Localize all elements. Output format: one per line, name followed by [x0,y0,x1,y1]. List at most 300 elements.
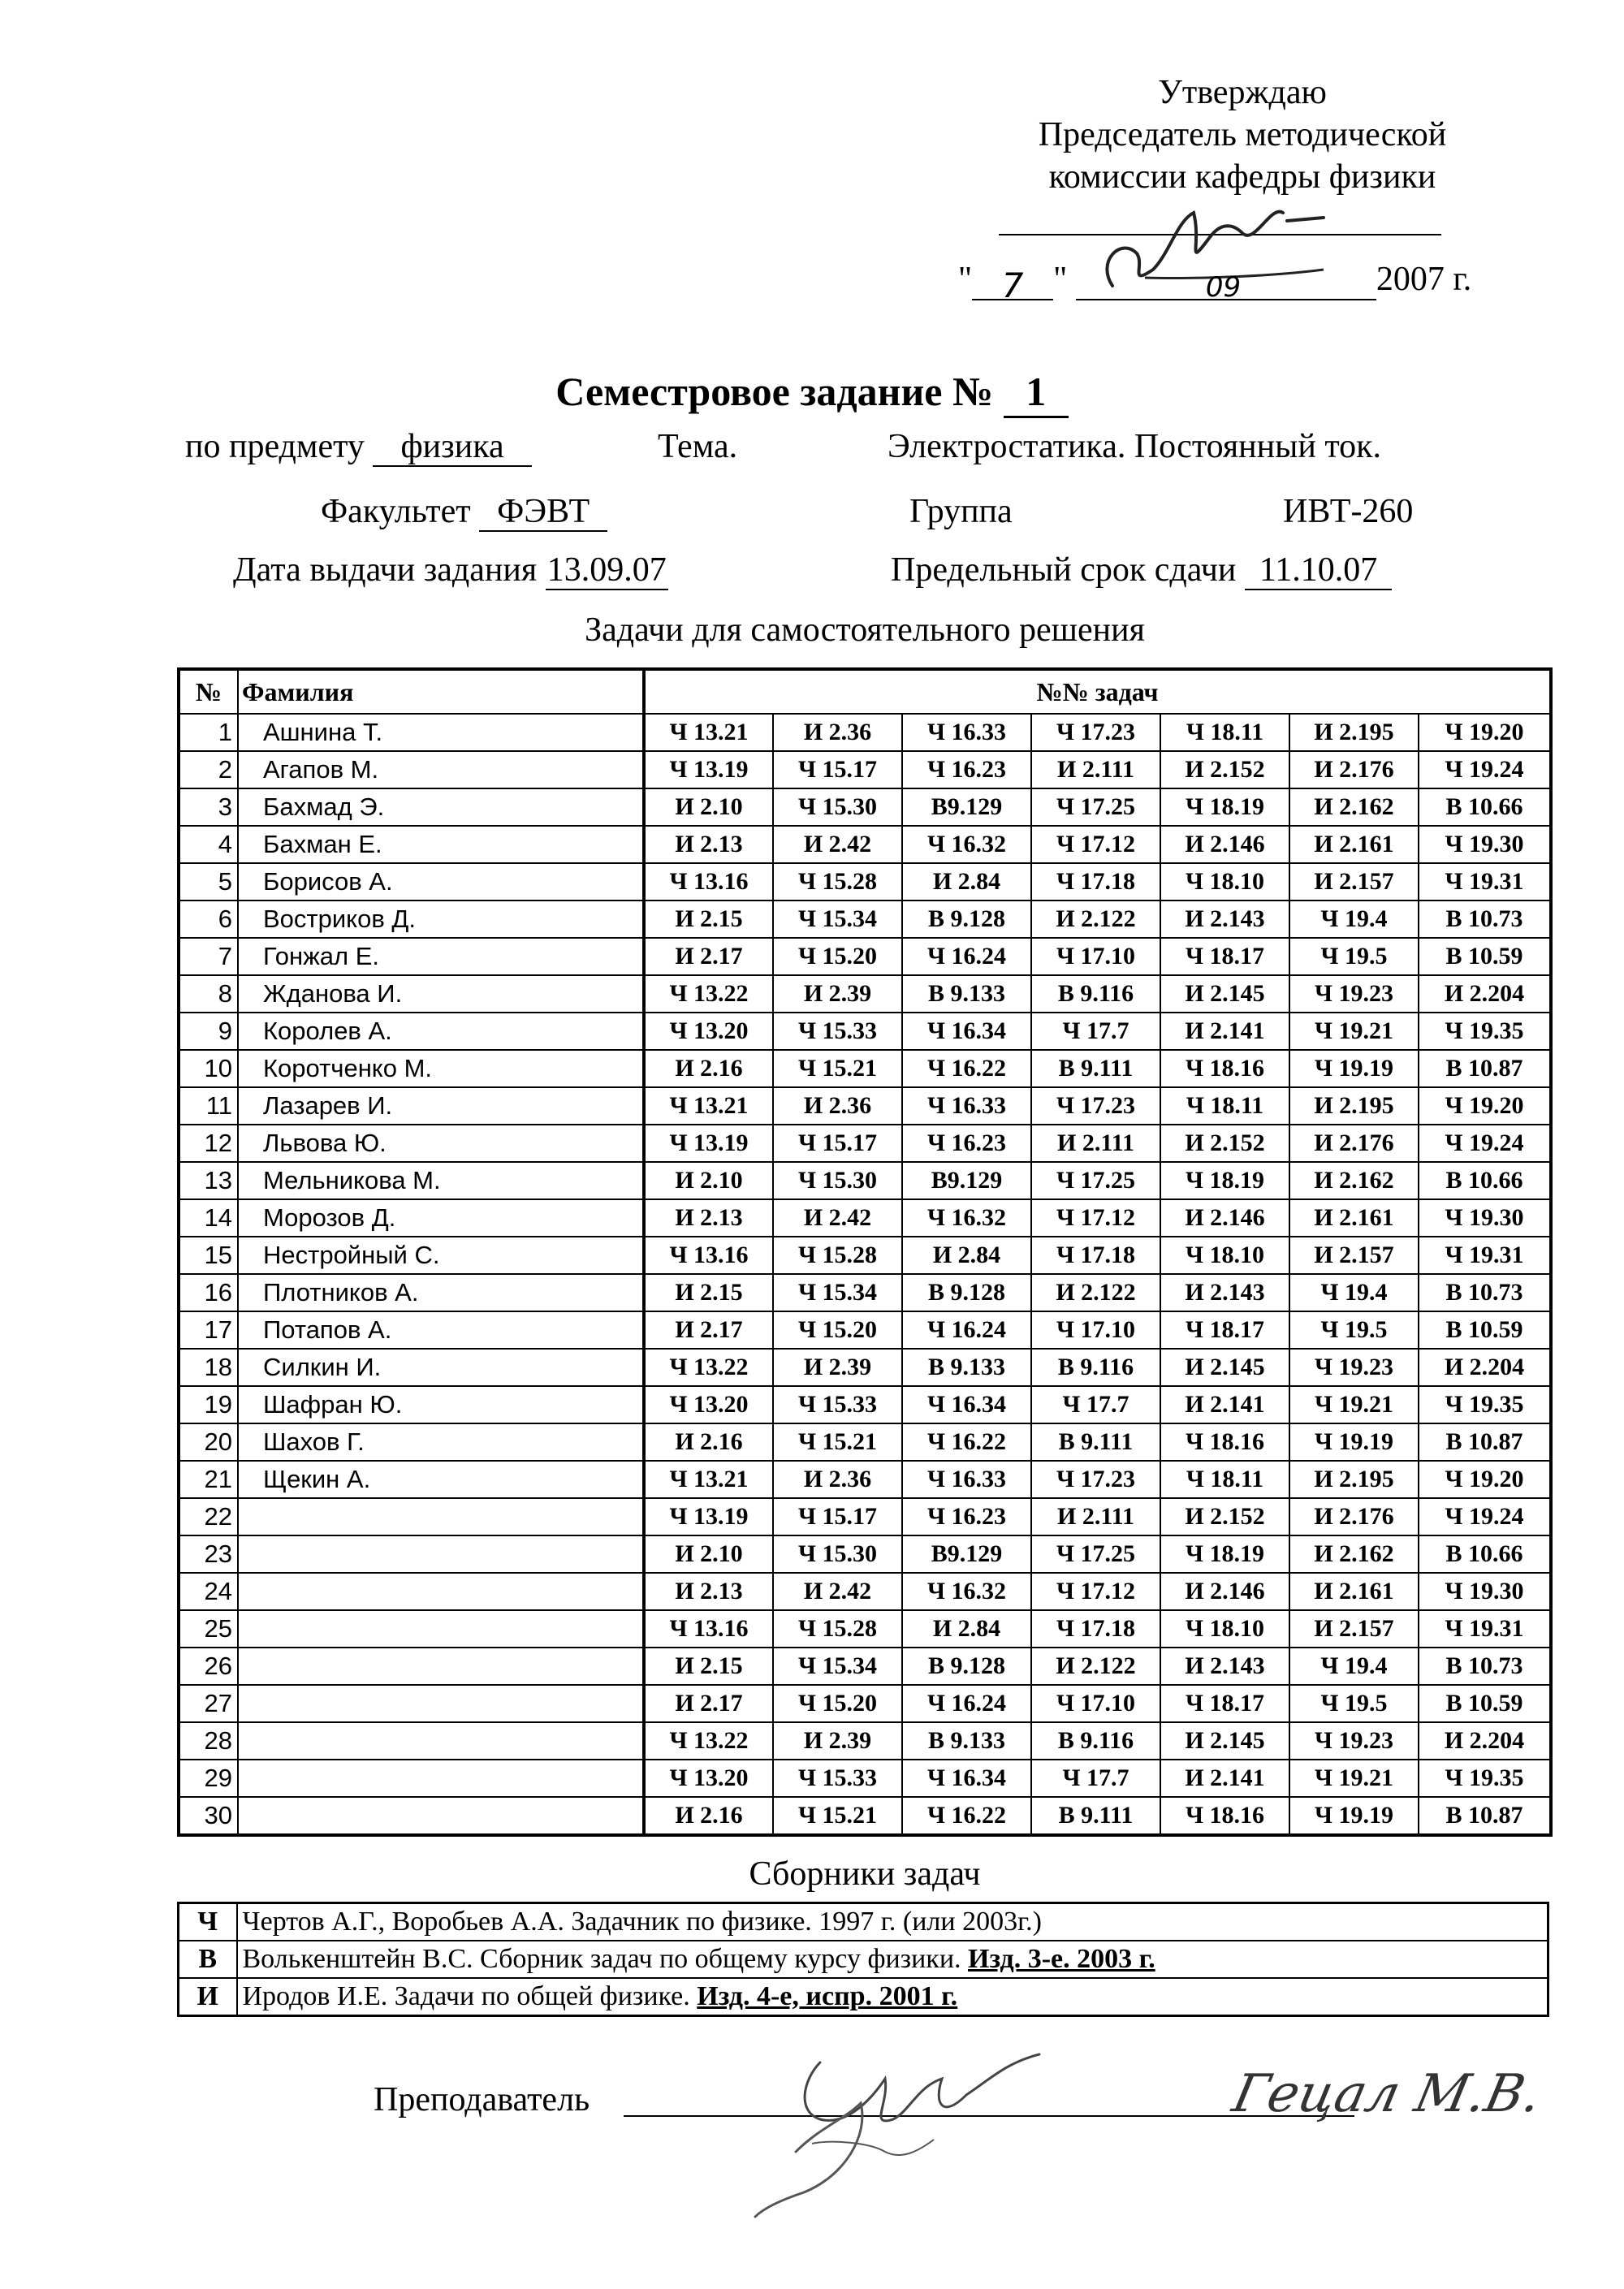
student-name [238,1573,644,1610]
task-cell: Ч 19.24 [1419,751,1551,788]
table-row [179,863,1551,900]
task-cell: И 2.16 [644,1797,773,1835]
task-cell: И 2.111 [1031,1498,1160,1535]
task-cell: И 2.39 [773,975,902,1013]
task-cell: Ч 16.23 [902,1498,1031,1535]
task-cell: Ч 17.25 [1031,788,1160,826]
teacher-label: Преподаватель [374,2081,590,2118]
book-text: Волькенштейн В.С. Сборник задач по общему курсу физики. [242,1944,969,1974]
task-cell: В 9.111 [1031,1797,1160,1835]
task-cell: И 2.36 [773,714,902,751]
header-num: № [179,669,238,714]
student-name [238,1498,644,1535]
task-cell: Ч 16.23 [902,751,1031,788]
task-cell: И 2.10 [644,1162,773,1199]
student-name: Плотников А. [238,1274,644,1311]
page-title [0,367,1624,418]
student-name: Мельникова М. [238,1162,644,1199]
header-tasks: №№ задач [644,669,1551,714]
task-cell: Ч 17.23 [1031,1087,1160,1125]
table-row [179,1199,1551,1237]
task-cell: В 9.133 [902,975,1031,1013]
table-row [179,1386,1551,1423]
table-row [179,938,1551,975]
task-cell: В 10.59 [1419,938,1551,975]
table-row [179,1722,1551,1760]
task-cell: Ч 19.30 [1419,826,1551,863]
task-cell: Ч 15.21 [773,1050,902,1087]
task-cell: Ч 17.7 [1031,1013,1160,1050]
quote-close: " [1053,261,1068,298]
task-cell: И 2.143 [1160,1274,1289,1311]
table-row [179,714,1551,751]
issue-date-label: Дата выдачи задания [233,551,538,589]
row-number: 14 [179,1199,238,1237]
task-cell: Ч 15.17 [773,1498,902,1535]
task-cell: Ч 18.17 [1160,1311,1289,1349]
task-cell: И 2.195 [1289,1087,1419,1125]
student-name [238,1797,644,1835]
table-row [179,1610,1551,1648]
task-cell: Ч 13.22 [644,1349,773,1386]
student-name: Морозов Д. [238,1199,644,1237]
task-cell: И 2.141 [1160,1760,1289,1797]
table-row [179,1349,1551,1386]
task-cell: В 9.128 [902,900,1031,938]
student-name: Востриков Д. [238,900,644,938]
row-number: 17 [179,1311,238,1349]
student-name: Ашнина Т. [238,714,644,751]
task-cell: Ч 15.20 [773,1685,902,1722]
task-cell: Ч 18.16 [1160,1797,1289,1835]
task-cell: Ч 13.22 [644,975,773,1013]
task-cell: Ч 15.33 [773,1013,902,1050]
task-cell: Ч 16.24 [902,1685,1031,1722]
row-number: 21 [179,1461,238,1498]
task-cell: Ч 19.20 [1419,714,1551,751]
task-cell: Ч 16.32 [902,1573,1031,1610]
task-cell: Ч 15.28 [773,1237,902,1274]
row-number: 15 [179,1237,238,1274]
row-number: 23 [179,1535,238,1573]
task-cell: В 10.59 [1419,1311,1551,1349]
task-cell: И 2.162 [1289,788,1419,826]
task-cell: И 2.152 [1160,751,1289,788]
task-cell: В 9.128 [902,1648,1031,1685]
row-number: 29 [179,1760,238,1797]
task-cell: В 9.133 [902,1722,1031,1760]
task-cell: Ч 16.34 [902,1386,1031,1423]
task-cell: Ч 17.10 [1031,1685,1160,1722]
row-number: 30 [179,1797,238,1835]
tasks-heading: Задачи для самостоятельного решения [585,611,1145,649]
row-number: 26 [179,1648,238,1685]
row-number: 20 [179,1423,238,1461]
task-cell: Ч 13.21 [644,714,773,751]
task-cell: Ч 16.34 [902,1760,1031,1797]
task-cell: Ч 19.4 [1289,900,1419,938]
task-cell: Ч 19.20 [1419,1461,1551,1498]
task-cell: И 2.146 [1160,1573,1289,1610]
table-row [179,1087,1551,1125]
task-cell: Ч 15.20 [773,1311,902,1349]
task-cell: В 10.59 [1419,1685,1551,1722]
task-cell: Ч 19.24 [1419,1125,1551,1162]
student-name: Агапов М. [238,751,644,788]
row-number: 1 [179,714,238,751]
row-number: 8 [179,975,238,1013]
task-cell: Ч 18.16 [1160,1050,1289,1087]
table-row [179,1535,1551,1573]
task-cell: В 10.73 [1419,1274,1551,1311]
task-cell: Ч 15.30 [773,1535,902,1573]
task-cell: Ч 13.21 [644,1087,773,1125]
task-cell: Ч 16.33 [902,1461,1031,1498]
approval-line-2: Председатель методической [1038,116,1447,153]
table-row [179,1797,1551,1835]
task-cell: Ч 18.11 [1160,714,1289,751]
task-cell: Ч 18.19 [1160,1162,1289,1199]
group-value: ИВТ-260 [1283,493,1414,530]
task-cell: Ч 18.19 [1160,788,1289,826]
task-cell: И 2.13 [644,826,773,863]
task-cell: И 2.162 [1289,1535,1419,1573]
student-name: Жданова И. [238,975,644,1013]
task-cell: И 2.15 [644,1274,773,1311]
svg-text:Гецал М.В.: Гецал М.В. [1227,2063,1547,2124]
task-cell: И 2.111 [1031,1125,1160,1162]
task-cell: Ч 15.34 [773,900,902,938]
task-cell: И 2.176 [1289,1498,1419,1535]
task-cell: Ч 19.31 [1419,1610,1551,1648]
task-cell: И 2.10 [644,1535,773,1573]
task-cell: И 2.176 [1289,751,1419,788]
task-cell: Ч 16.24 [902,938,1031,975]
topic-label: Тема. [658,428,738,465]
task-cell: Ч 16.22 [902,1050,1031,1087]
task-cell: Ч 15.21 [773,1797,902,1835]
books-table [177,1902,1549,2017]
book-description [237,1978,1548,2016]
task-cell: В 10.73 [1419,900,1551,938]
task-cell: И 2.195 [1289,1461,1419,1498]
task-cell: И 2.141 [1160,1013,1289,1050]
task-cell: И 2.204 [1419,1349,1551,1386]
task-cell: Ч 19.21 [1289,1013,1419,1050]
task-cell: Ч 18.10 [1160,1610,1289,1648]
task-cell: И 2.42 [773,1573,902,1610]
task-cell: В 9.133 [902,1349,1031,1386]
task-cell: Ч 17.12 [1031,1199,1160,1237]
task-cell: И 2.42 [773,1199,902,1237]
task-cell: Ч 19.21 [1289,1760,1419,1797]
task-cell: В 9.116 [1031,1349,1160,1386]
task-cell: И 2.157 [1289,1237,1419,1274]
task-cell: И 2.122 [1031,900,1160,938]
task-cell: И 2.36 [773,1461,902,1498]
task-cell: Ч 19.23 [1289,1349,1419,1386]
task-cell: И 2.204 [1419,975,1551,1013]
task-cell: Ч 15.20 [773,938,902,975]
task-cell: В 9.116 [1031,975,1160,1013]
approval-line-3: комиссии кафедры физики [1048,158,1436,196]
task-cell: И 2.141 [1160,1386,1289,1423]
task-cell: Ч 19.5 [1289,1311,1419,1349]
task-cell: И 2.111 [1031,751,1160,788]
student-name: Лазарев И. [238,1087,644,1125]
task-cell: Ч 13.21 [644,1461,773,1498]
book-text: Чертов А.Г., Воробьев А.А. Задачник по физике. 1997 г. (или 2003г.) [242,1907,1043,1937]
row-number: 22 [179,1498,238,1535]
task-cell: Ч 15.30 [773,788,902,826]
teacher-signature [747,2030,1072,2225]
task-cell: Ч 19.4 [1289,1274,1419,1311]
task-cell: И 2.39 [773,1349,902,1386]
approval-day: 7 [972,265,1053,300]
deadline-value: 11.10.07 [1245,551,1392,590]
row-number: 24 [179,1573,238,1610]
book-code: В [179,1941,237,1978]
task-cell: И 2.157 [1289,863,1419,900]
task-cell: И 2.84 [902,1237,1031,1274]
faculty-label: Факультет [321,493,471,530]
book-row [179,1941,1548,1978]
row-number: 18 [179,1349,238,1386]
student-name [238,1648,644,1685]
task-cell: Ч 13.20 [644,1386,773,1423]
student-name: Щекин А. [238,1461,644,1498]
deadline-label: Предельный срок сдачи [891,551,1237,589]
student-name: Львова Ю. [238,1125,644,1162]
table-row [179,975,1551,1013]
student-name: Коротченко М. [238,1050,644,1087]
task-cell: И 2.17 [644,938,773,975]
student-name [238,1760,644,1797]
row-number: 13 [179,1162,238,1199]
task-cell: В9.129 [902,1162,1031,1199]
task-cell: Ч 18.17 [1160,938,1289,975]
task-cell: Ч 17.12 [1031,1573,1160,1610]
task-cell: Ч 13.16 [644,1610,773,1648]
quote-open: " [958,261,973,298]
task-cell: Ч 13.20 [644,1760,773,1797]
task-cell: Ч 19.23 [1289,975,1419,1013]
task-cell: Ч 18.17 [1160,1685,1289,1722]
task-cell: Ч 19.30 [1419,1199,1551,1237]
student-name: Шафран Ю. [238,1386,644,1423]
task-cell: Ч 13.19 [644,1125,773,1162]
task-cell: Ч 18.16 [1160,1423,1289,1461]
table-row [179,1685,1551,1722]
task-cell: Ч 13.20 [644,1013,773,1050]
subject-label: по предмету [185,428,365,465]
header-surname: Фамилия [238,669,644,714]
table-row [179,1162,1551,1199]
task-cell: Ч 16.24 [902,1311,1031,1349]
table-row [179,1237,1551,1274]
student-name: Королев А. [238,1013,644,1050]
task-cell: Ч 15.33 [773,1386,902,1423]
task-cell: И 2.162 [1289,1162,1419,1199]
task-cell: В 9.116 [1031,1722,1160,1760]
approval-date [958,258,1486,305]
task-cell: И 2.13 [644,1573,773,1610]
book-text: Иродов И.Е. Задачи по общей физике. [242,1981,698,2011]
task-cell: В 10.66 [1419,1535,1551,1573]
book-edition: Изд. 3-е. 2003 г. [968,1944,1155,1974]
task-cell: И 2.16 [644,1050,773,1087]
task-cell: И 2.152 [1160,1498,1289,1535]
task-cell: В 10.73 [1419,1648,1551,1685]
task-cell: Ч 16.33 [902,714,1031,751]
row-number: 12 [179,1125,238,1162]
task-cell: И 2.204 [1419,1722,1551,1760]
task-cell: Ч 19.35 [1419,1013,1551,1050]
task-cell: Ч 17.7 [1031,1386,1160,1423]
task-cell: Ч 19.35 [1419,1760,1551,1797]
task-cell: Ч 17.10 [1031,1311,1160,1349]
student-name [238,1722,644,1760]
teacher-name-handwritten [1227,2054,1547,2152]
row-number: 7 [179,938,238,975]
task-cell: Ч 17.18 [1031,863,1160,900]
task-cell: В 10.87 [1419,1797,1551,1835]
topic-value: Электростатика. Постоянный ток. [888,428,1382,465]
row-number: 16 [179,1274,238,1311]
row-number: 2 [179,751,238,788]
student-name: Бахман Е. [238,826,644,863]
task-cell: Ч 16.33 [902,1087,1031,1125]
task-cell: Ч 19.4 [1289,1648,1419,1685]
task-cell: И 2.176 [1289,1125,1419,1162]
student-name: Шахов Г. [238,1423,644,1461]
task-cell: Ч 19.19 [1289,1423,1419,1461]
task-cell: Ч 15.34 [773,1648,902,1685]
task-cell: Ч 17.7 [1031,1760,1160,1797]
row-number: 11 [179,1087,238,1125]
task-cell: И 2.145 [1160,1349,1289,1386]
books-heading: Сборники задач [749,1855,981,1893]
task-cell: И 2.143 [1160,900,1289,938]
approval-month: 09 [1076,265,1376,300]
subject-row [185,425,532,468]
task-cell: Ч 18.10 [1160,1237,1289,1274]
book-code: И [179,1978,237,2016]
task-cell: И 2.84 [902,863,1031,900]
task-cell: И 2.152 [1160,1125,1289,1162]
task-cell: И 2.16 [644,1423,773,1461]
task-cell: Ч 16.32 [902,1199,1031,1237]
task-cell: И 2.15 [644,1648,773,1685]
task-cell: В 9.128 [902,1274,1031,1311]
student-name: Бахмад Э. [238,788,644,826]
task-cell: Ч 18.11 [1160,1087,1289,1125]
table-row [179,751,1551,788]
faculty-row [321,490,607,533]
task-cell: Ч 17.10 [1031,938,1160,975]
task-cell: Ч 16.23 [902,1125,1031,1162]
task-cell: И 2.15 [644,900,773,938]
task-cell: Ч 17.25 [1031,1535,1160,1573]
task-cell: В 9.111 [1031,1423,1160,1461]
task-cell: И 2.39 [773,1722,902,1760]
task-cell: И 2.122 [1031,1648,1160,1685]
task-cell: В 10.87 [1419,1050,1551,1087]
row-number: 19 [179,1386,238,1423]
task-cell: Ч 18.19 [1160,1535,1289,1573]
task-cell: Ч 16.22 [902,1423,1031,1461]
task-cell: Ч 16.22 [902,1797,1031,1835]
task-cell: И 2.145 [1160,1722,1289,1760]
task-cell: И 2.84 [902,1610,1031,1648]
task-cell: Ч 15.28 [773,863,902,900]
task-cell: Ч 19.30 [1419,1573,1551,1610]
task-cell: В 10.66 [1419,1162,1551,1199]
task-cell: Ч 16.32 [902,826,1031,863]
task-cell: Ч 19.35 [1419,1386,1551,1423]
task-cell: Ч 13.19 [644,1498,773,1535]
task-cell: И 2.13 [644,1199,773,1237]
table-row [179,1573,1551,1610]
book-row [179,1903,1548,1941]
table-row [179,788,1551,826]
student-name [238,1535,644,1573]
task-cell: И 2.146 [1160,1199,1289,1237]
task-cell: В 10.66 [1419,788,1551,826]
approval-year: 2007 г. [1376,261,1472,298]
task-cell: Ч 19.19 [1289,1050,1419,1087]
task-cell: В 10.87 [1419,1423,1551,1461]
task-cell: И 2.145 [1160,975,1289,1013]
row-number: 9 [179,1013,238,1050]
table-header-row [179,669,1551,714]
table-row [179,1013,1551,1050]
row-number: 25 [179,1610,238,1648]
table-row [179,1760,1551,1797]
task-cell: Ч 19.19 [1289,1797,1419,1835]
book-edition: Изд. 4-е, испр. 2001 г. [697,1981,958,2011]
task-cell: И 2.146 [1160,826,1289,863]
task-cell: И 2.157 [1289,1610,1419,1648]
task-cell: Ч 17.25 [1031,1162,1160,1199]
row-number: 28 [179,1722,238,1760]
task-cell: И 2.10 [644,788,773,826]
book-code: Ч [179,1903,237,1941]
row-number: 27 [179,1685,238,1722]
task-cell: Ч 15.17 [773,1125,902,1162]
task-cell: И 2.17 [644,1685,773,1722]
task-cell: Ч 15.28 [773,1610,902,1648]
title-number: 1 [1004,367,1069,418]
task-cell: Ч 18.10 [1160,863,1289,900]
book-row [179,1978,1548,2016]
task-cell: Ч 19.5 [1289,1685,1419,1722]
book-description [237,1941,1548,1978]
table-row [179,1274,1551,1311]
approval-line-1: Утверждаю [1158,74,1327,111]
table-row [179,826,1551,863]
task-cell: Ч 15.33 [773,1760,902,1797]
student-name: Силкин И. [238,1349,644,1386]
table-row [179,1311,1551,1349]
student-name: Потапов А. [238,1311,644,1349]
task-cell: И 2.36 [773,1087,902,1125]
title-prefix: Семестровое задание № [555,369,994,414]
student-name: Нестройный С. [238,1237,644,1274]
task-cell: И 2.161 [1289,1573,1419,1610]
task-cell: В 9.111 [1031,1050,1160,1087]
tasks-table [177,667,1553,1837]
